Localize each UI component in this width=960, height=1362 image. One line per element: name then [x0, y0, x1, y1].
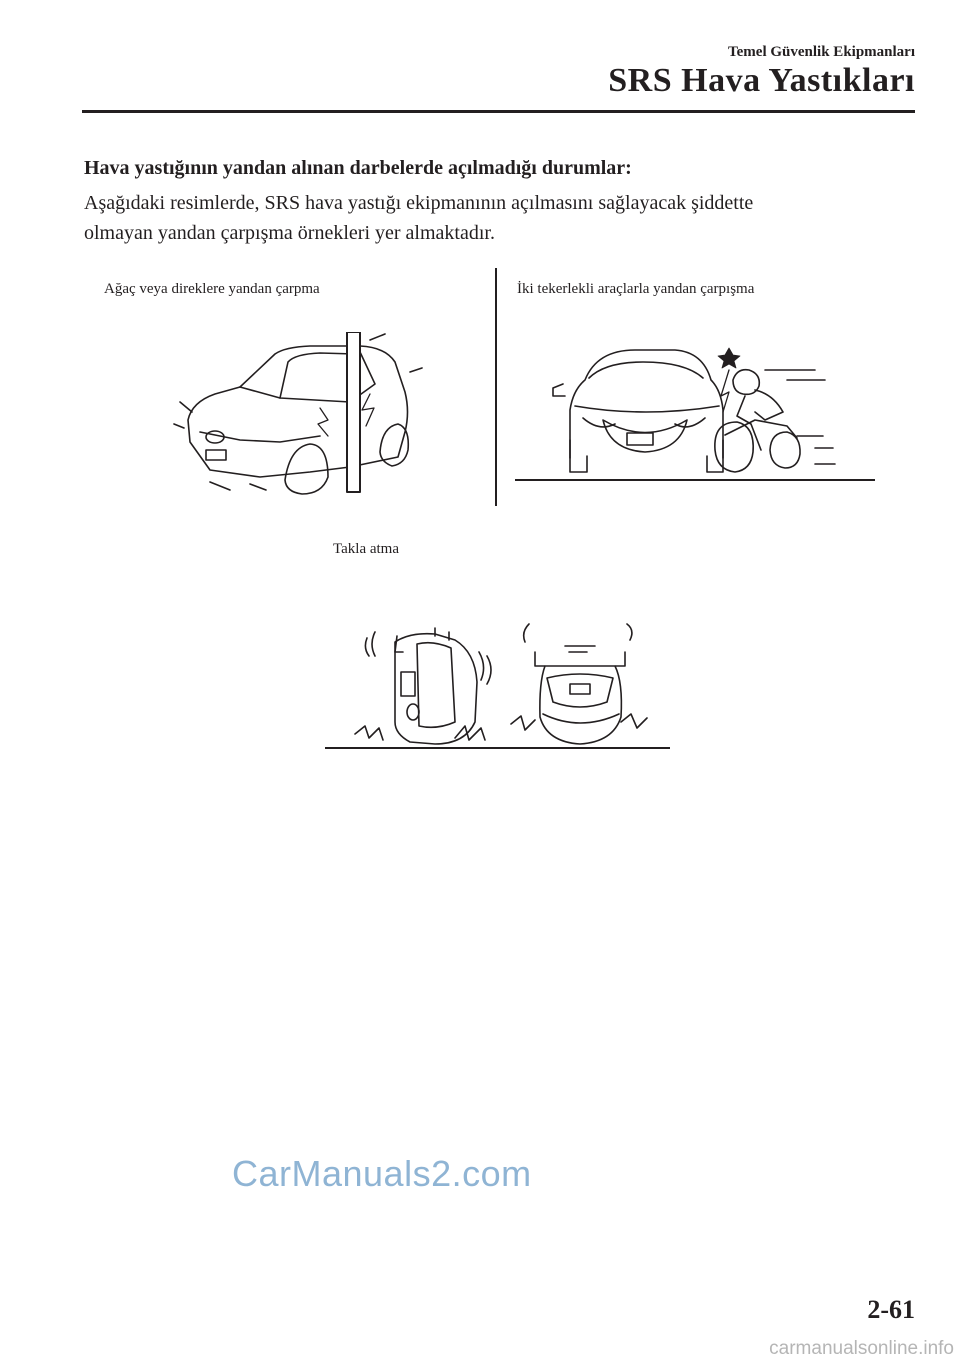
body-line-2: olmayan yandan çarpışma örnekleri yer almaktadır. — [84, 222, 495, 244]
two-wheeler-illustration — [515, 340, 875, 485]
caption-tree-pole: Ağaç veya direklere yandan çarpma — [104, 281, 320, 297]
site-watermark: carmanualsonline.info — [769, 1338, 954, 1359]
rollover-illustration — [325, 622, 670, 752]
page-number: 2-61 — [867, 1295, 915, 1324]
section-label: Temel Güvenlik Ekipmanları — [728, 44, 915, 60]
body-line-1: Aşağıdaki resimlerde, SRS hava yastığı ekipmanının açılmasını sağlayacak şiddette — [84, 192, 754, 214]
subheading: Hava yastığının yandan alınan darbelerde açılmadığı durumlar: — [84, 157, 632, 179]
tree-pole-illustration — [170, 332, 430, 502]
body-paragraph — [84, 188, 904, 248]
caption-two-wheeler: İki tekerlekli araçlarla yandan çarpışma — [517, 281, 755, 297]
page-title: SRS Hava Yastıkları — [608, 62, 915, 99]
figure-divider — [495, 268, 497, 506]
header-rule — [82, 110, 915, 113]
caption-rollover: Takla atma — [333, 541, 399, 557]
watermark: CarManuals2.com — [232, 1153, 532, 1194]
